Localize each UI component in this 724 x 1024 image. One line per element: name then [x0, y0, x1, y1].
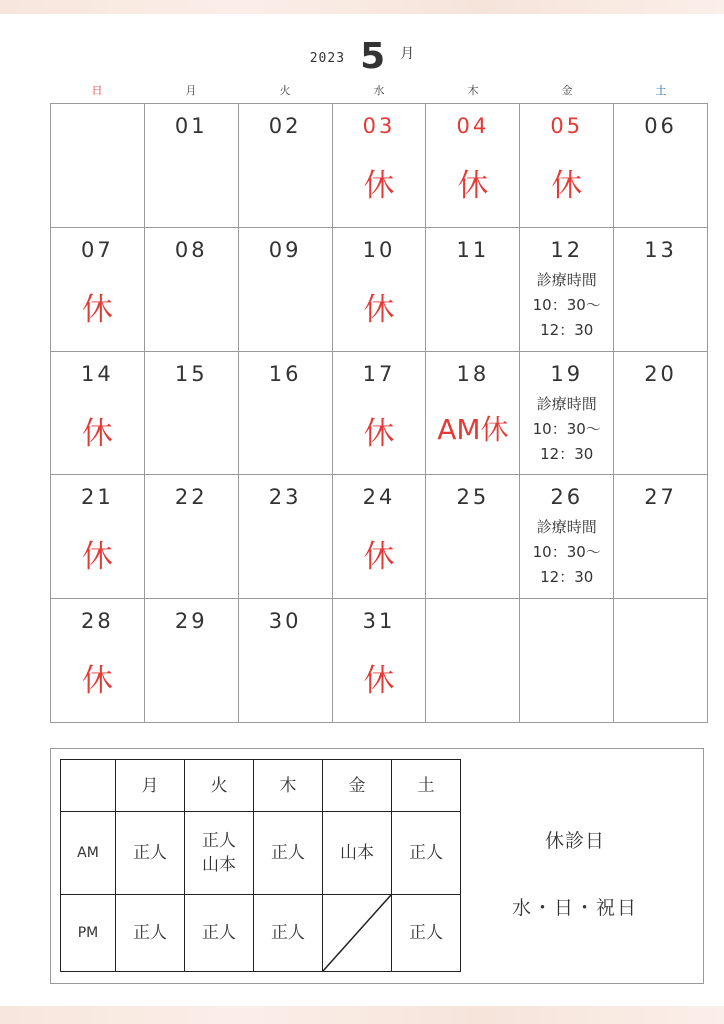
- day-number: 07: [81, 237, 114, 262]
- schedule-col-header: 火: [185, 760, 254, 812]
- calendar-day-cell: [51, 475, 145, 599]
- day-number: 06: [644, 114, 677, 138]
- calendar-day-cell: [426, 599, 520, 723]
- clinic-hours-label: 診療時間: [536, 394, 597, 413]
- title-month-unit: 月: [400, 46, 415, 62]
- closed-mark: 休: [363, 168, 395, 204]
- calendar-day-cell: [333, 352, 427, 476]
- calendar-day-cell: [333, 599, 427, 723]
- calendar-day-cell: [145, 475, 239, 599]
- calendar-day-cell: [614, 104, 708, 228]
- schedule-am-cell: [185, 812, 254, 895]
- calendar-day-cell: [145, 599, 239, 723]
- day-number: 01: [174, 114, 208, 138]
- day-number: 05: [550, 114, 584, 138]
- day-number: 25: [456, 485, 490, 510]
- day-number: 18: [456, 361, 490, 386]
- closed-mark: 休: [551, 168, 583, 204]
- calendar-day-cell: [239, 475, 333, 599]
- day-number: 16: [268, 361, 302, 386]
- schedule-col-header: 金: [323, 760, 392, 812]
- day-number: 28: [81, 609, 114, 634]
- schedule-am-cell: 正人: [254, 812, 323, 895]
- holiday-title: 休診日: [544, 830, 605, 852]
- schedule-doctor-name: 正人: [202, 831, 236, 851]
- day-number: 31: [362, 609, 396, 634]
- calendar-day-cell: [520, 352, 614, 476]
- calendar-day-cell: [426, 228, 520, 352]
- closed-mark: 休: [81, 291, 113, 328]
- schedule-pm-cell: 正人: [254, 895, 323, 972]
- schedule-am-cell: 山本: [323, 812, 392, 895]
- title-month: 5: [360, 36, 386, 77]
- clinic-hours-end: 12：30: [540, 568, 594, 587]
- clinic-hours: [520, 515, 613, 590]
- clinic-hours-start: 10：30～: [532, 543, 601, 562]
- weekday-label: 木: [467, 84, 479, 97]
- schedule-am-cell: 正人: [116, 812, 185, 895]
- day-number: 15: [174, 361, 208, 386]
- calendar-day-cell: [333, 475, 427, 599]
- clinic-hours: [520, 392, 613, 467]
- day-number: 21: [81, 485, 114, 510]
- calendar-day-cell: [239, 228, 333, 352]
- calendar-day-cell: [239, 599, 333, 723]
- schedule-pm-cell: 正人: [116, 895, 185, 972]
- diagonal-slash: [323, 895, 391, 971]
- day-number: 13: [644, 237, 677, 262]
- calendar-day-cell: [520, 104, 614, 228]
- day-number: 17: [362, 361, 396, 386]
- weekday-label: 金: [561, 84, 573, 97]
- holiday-days: 水・日・祝日: [511, 897, 638, 919]
- title-year: 2023: [309, 51, 346, 66]
- weekday-label: 火: [279, 84, 291, 97]
- clinic-hours-end: 12：30: [540, 320, 594, 339]
- clinic-hours-end: 12：30: [540, 444, 594, 463]
- weekday-label: 土: [655, 84, 667, 97]
- closed-mark: 休: [81, 539, 113, 576]
- closed-mark: 休: [457, 168, 489, 204]
- schedule-pm-cell: 正人: [392, 895, 461, 972]
- closed-mark: 休: [363, 291, 395, 328]
- day-number: 08: [174, 237, 208, 262]
- day-number: 02: [268, 114, 302, 138]
- schedule-col-header: 月: [116, 760, 185, 812]
- day-number: 03: [362, 114, 396, 138]
- calendar-title: [0, 36, 724, 77]
- clinic-hours: [520, 268, 613, 343]
- closed-mark: 休: [363, 415, 395, 452]
- closed-mark: 休: [81, 663, 113, 700]
- day-number: 24: [362, 485, 396, 510]
- day-number: 27: [644, 485, 677, 510]
- calendar-day-cell: [145, 104, 239, 228]
- schedule-am-cell: 正人: [392, 812, 461, 895]
- schedule-pm-label: PM: [61, 895, 116, 972]
- schedule-doctor-name: 山本: [202, 855, 236, 875]
- calendar-day-cell: [145, 228, 239, 352]
- bottom-decor-strip: [0, 1006, 724, 1024]
- calendar-day-cell: [614, 228, 708, 352]
- schedule-header-row: [61, 760, 461, 812]
- calendar-day-cell: [51, 104, 145, 228]
- schedule-col-header: 木: [254, 760, 323, 812]
- am-closed-mark: AM休: [437, 412, 509, 446]
- day-number: 22: [174, 485, 208, 510]
- calendar-day-cell: [614, 599, 708, 723]
- calendar-day-cell: [51, 352, 145, 476]
- schedule-pm-row: [61, 895, 461, 972]
- day-number: 20: [644, 361, 677, 386]
- calendar-day-cell: [426, 352, 520, 476]
- clinic-hours-label: 診療時間: [536, 270, 597, 289]
- day-number: 11: [456, 237, 490, 262]
- doctor-schedule-table: [60, 759, 461, 972]
- schedule-col-header: 土: [392, 760, 461, 812]
- calendar-day-cell: [520, 599, 614, 723]
- calendar-day-cell: [520, 228, 614, 352]
- calendar-day-cell: [145, 352, 239, 476]
- top-decor-strip: [0, 0, 724, 14]
- calendar-day-cell: [426, 475, 520, 599]
- day-number: 23: [268, 485, 302, 510]
- calendar-day-cell: [333, 104, 427, 228]
- calendar-grid: [50, 103, 708, 723]
- closed-mark: 休: [81, 415, 113, 452]
- day-number: 09: [268, 237, 302, 262]
- calendar-day-cell: [239, 104, 333, 228]
- clinic-hours-start: 10：30～: [532, 295, 601, 314]
- day-number: 10: [362, 237, 396, 262]
- calendar-day-cell: [51, 228, 145, 352]
- calendar-day-cell: [426, 104, 520, 228]
- day-number: 14: [81, 361, 114, 386]
- schedule-pm-cell: 正人: [185, 895, 254, 972]
- weekday-label: 水: [373, 84, 385, 97]
- calendar-day-cell: [51, 599, 145, 723]
- schedule-am-row: [61, 812, 461, 895]
- day-number: 29: [174, 609, 208, 634]
- closed-mark: 休: [363, 663, 395, 700]
- calendar-day-cell: [614, 352, 708, 476]
- day-number: 04: [456, 114, 490, 138]
- weekday-header-row: [50, 82, 708, 98]
- calendar-day-cell: [614, 475, 708, 599]
- closed-mark: 休: [363, 539, 395, 576]
- day-number: 30: [268, 609, 302, 634]
- weekday-label: 日: [91, 84, 103, 97]
- day-number: 12: [550, 237, 584, 262]
- schedule-corner-cell: [61, 760, 116, 812]
- clinic-hours-label: 診療時間: [536, 518, 597, 537]
- clinic-hours-start: 10：30～: [532, 419, 601, 438]
- schedule-pm-empty-cell: [323, 895, 392, 972]
- day-number: 19: [550, 361, 584, 386]
- weekday-label: 月: [185, 84, 197, 97]
- calendar-day-cell: [239, 352, 333, 476]
- calendar-day-cell: [520, 475, 614, 599]
- info-box: [50, 748, 704, 984]
- calendar-day-cell: [333, 228, 427, 352]
- day-number: 26: [550, 485, 584, 510]
- schedule-am-label: AM: [61, 812, 116, 895]
